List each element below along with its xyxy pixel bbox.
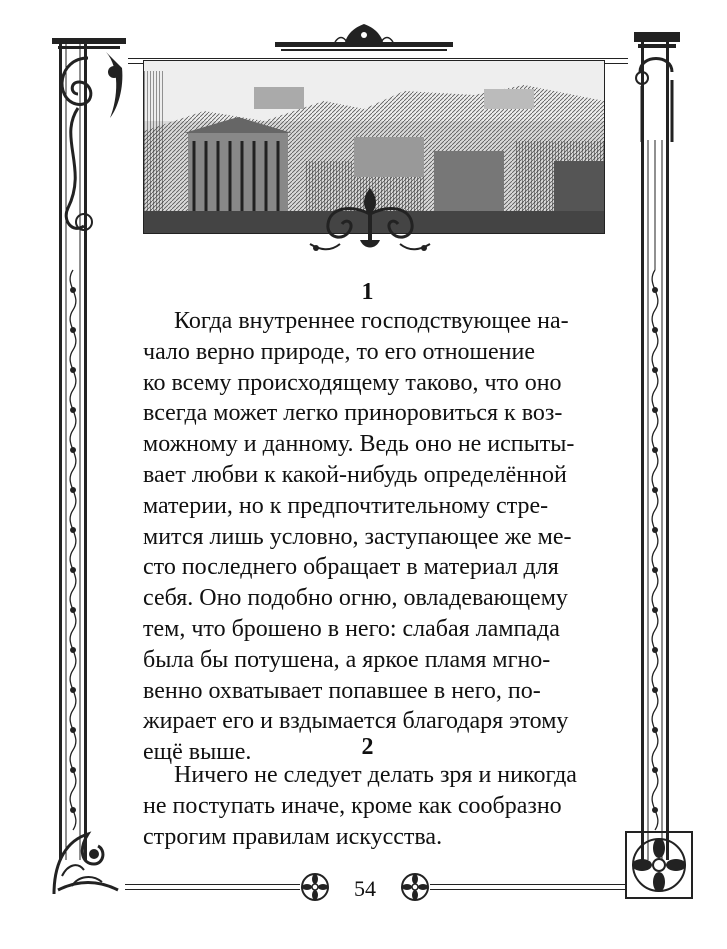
text-line: была бы потушена, а яркое пламя мгно- — [143, 646, 551, 673]
text-line: Когда внутреннее господствующее на- — [174, 308, 569, 334]
text-line: тем, что брошено в него: слабая лампада — [143, 615, 560, 642]
section-1-paragraph — [143, 306, 595, 768]
text-line: сто последнего обращает в материал для — [143, 554, 559, 581]
ionic-capital-icon — [632, 32, 682, 142]
right-column-ornament — [640, 40, 670, 860]
page-number: 54 — [354, 876, 376, 901]
rosette-icon — [300, 872, 330, 902]
text-line: жирает его и вздымается благодаря этому — [143, 708, 569, 735]
scroll-ornament-icon — [300, 184, 440, 260]
section-2-paragraph — [143, 760, 595, 852]
text-line: чало верно природе, то его отношение — [143, 338, 536, 365]
bottom-border-rule-left — [125, 884, 300, 890]
text-line: вает любви к какой-нибудь определённой — [143, 461, 567, 488]
text-line: ко всему происходящему таково, что оно — [143, 369, 562, 396]
text-line: себя. Оно подобно огню, овладевающему — [143, 585, 568, 612]
acanthus-capital-icon — [48, 38, 130, 238]
text-line: венно охватывает попавшее в него, по- — [143, 677, 541, 704]
section-number-1: 1 — [361, 279, 374, 305]
text-line: всегда может легко приноровиться к воз- — [143, 400, 563, 427]
text-line: мится лишь условно, заступающее же ме- — [143, 523, 572, 550]
text-line: можному и данному. Ведь оно не испыты- — [143, 431, 575, 458]
crest-ornament-icon — [275, 22, 453, 58]
rosette-icon — [400, 872, 430, 902]
text-line: Ничего не следует делать зря и никогда — [174, 762, 577, 788]
bottom-border-rule-right — [430, 884, 625, 890]
acanthus-corner-icon — [48, 820, 128, 900]
text-line: материи, но к предпочтительному стре- — [143, 492, 549, 519]
text-line: не поступать иначе, кроме как сообразно — [143, 792, 562, 819]
text-line: ещё выше. — [143, 739, 252, 766]
text-line: строгим правилам искусства. — [143, 823, 443, 850]
rosette-corner-icon — [624, 830, 694, 900]
section-number-2: 2 — [361, 734, 374, 760]
